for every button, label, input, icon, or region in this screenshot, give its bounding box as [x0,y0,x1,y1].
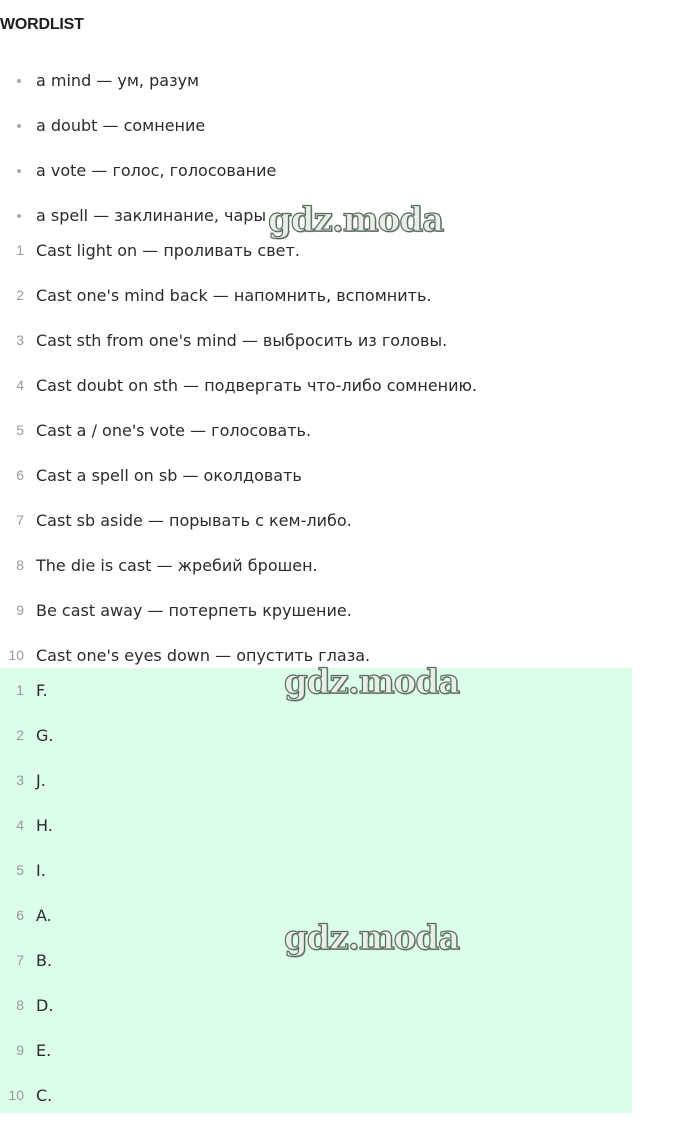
answer-panel [0,668,632,1113]
bullet-icon [17,169,21,173]
item-number: 9 [16,602,24,618]
answer-text: J. [36,771,46,790]
item-number: 3 [16,332,24,348]
item-number: 8 [16,997,24,1013]
wordlist [0,58,640,238]
answer-text: F. [36,681,48,700]
bullet-icon [17,214,21,218]
list-item [0,228,632,273]
bullet-icon [17,124,21,128]
phrase-text: Cast sth from one's mind — выбросить из головы. [36,331,448,350]
item-number: 6 [16,907,24,923]
phrase-text: Cast one's mind back — напомнить, вспомнить. [36,286,432,305]
phrase-text: Cast a / one's vote — голосовать. [36,421,312,440]
list-item [0,803,632,848]
wordlist-entry: a mind — ум, разум [36,71,200,90]
phrase-text: The die is cast — жребий брошен. [36,556,318,575]
wordlist-entry: a doubt — сомнение [36,116,206,135]
item-number: 5 [16,862,24,878]
wordlist-entry: a spell — заклинание, чары [36,206,267,225]
watermark-logo: gdz.moda [268,200,444,240]
page-title: WORDLIST [0,16,84,33]
watermark-logo: gdz.moda [284,918,460,958]
answer-text: I. [36,861,46,880]
answer-text: B. [36,951,53,970]
list-item [0,893,632,938]
item-number: 10 [8,647,24,663]
item-number: 5 [16,422,24,438]
answer-text: D. [36,996,54,1015]
item-number: 6 [16,467,24,483]
item-number: 3 [16,772,24,788]
item-number: 7 [16,512,24,528]
phrase-text: Cast a spell on sb — околдовать [36,466,302,485]
watermark-logo: gdz.moda [284,662,460,702]
item-number: 2 [16,727,24,743]
item-number: 1 [16,682,24,698]
list-item [0,543,632,588]
item-number: 7 [16,952,24,968]
list-item [0,588,632,633]
item-number: 2 [16,287,24,303]
list-item [0,983,632,1028]
wordlist-entry: a vote — голос, голосование [36,161,277,180]
list-item [0,148,640,193]
item-number: 4 [16,377,24,393]
phrase-text: Cast light on — проливать свет. [36,241,300,260]
item-number: 10 [8,1087,24,1103]
list-item [0,498,632,543]
item-number: 8 [16,557,24,573]
list-item [0,363,632,408]
phrase-text: Be cast away — потерпеть крушение. [36,601,352,620]
list-item [0,103,640,148]
phrase-text: Cast doubt on sth — подвергать что-либо сомнению. [36,376,478,395]
phrase-list [0,228,632,678]
item-number: 1 [16,242,24,258]
answer-text: C. [36,1086,53,1105]
list-item [0,713,632,758]
item-number: 4 [16,817,24,833]
item-number: 9 [16,1042,24,1058]
list-item [0,1073,632,1118]
list-item [0,408,632,453]
list-item [0,318,632,363]
answer-text: G. [36,726,54,745]
list-item [0,668,632,713]
phrase-text: Cast sb aside — порывать с кем-либо. [36,511,352,530]
list-item [0,273,632,318]
list-item [0,453,632,498]
list-item [0,848,632,893]
answer-text: H. [36,816,53,835]
list-item [0,1028,632,1073]
bullet-icon [17,79,21,83]
list-item [0,938,632,983]
list-item [0,758,632,803]
list-item [0,58,640,103]
answer-text: E. [36,1041,52,1060]
phrase-text: Cast one's eyes down — опустить глаза. [36,646,371,665]
answer-text: A. [36,906,52,925]
